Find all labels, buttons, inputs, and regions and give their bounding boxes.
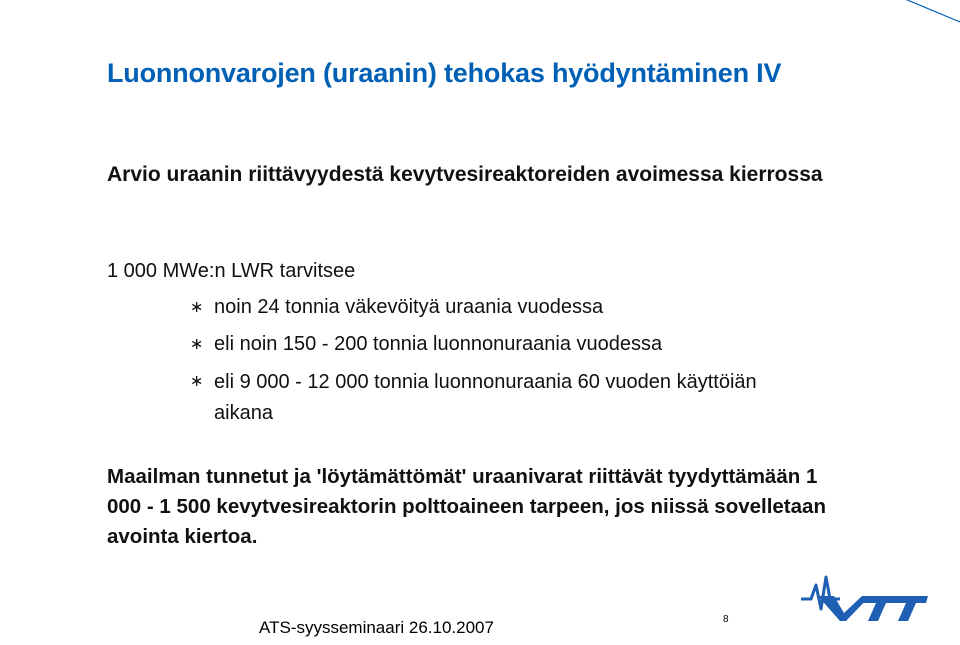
bullet-list [190,293,790,429]
asterisk-bullet-icon: ∗ [190,336,204,353]
bullet-item [190,293,790,322]
asterisk-bullet-icon: ∗ [190,373,204,390]
bullet-item [190,367,790,429]
bullet-item [190,330,790,359]
intro-line: 1 000 MWe:n LWR tarvitsee [107,260,356,282]
slide-subtitle: Arvio uraanin riittävyydestä kevytvesireaktoreiden avoimessa kierrossa [107,163,823,186]
conclusion-text: Maailman tunnetut ja 'löytämättömät' uraanivarat riittävät tyydyttämään 1 000 - 1 500 kevytvesireaktorin polttoaineen tarpeen, jos niissä sovelletaan avointa kiertoa. [107,465,826,548]
footer-text: ATS-syysseminaari 26.10.2007 [259,618,494,637]
bullet-text: eli 9 000 - 12 000 tonnia luonnonuraania 60 vuoden käyttöiän aikana [214,371,757,424]
page-number: 8 [723,614,729,625]
bullet-text: eli noin 150 - 200 tonnia luonnonuraania vuodessa [214,333,663,355]
bullet-text: noin 24 tonnia väkevöityä uraania vuodessa [214,296,604,318]
asterisk-bullet-icon: ∗ [190,299,204,316]
vtt-logo-icon [800,575,930,625]
slide-title: Luonnonvarojen (uraanin) tehokas hyödyntäminen IV [107,58,782,88]
